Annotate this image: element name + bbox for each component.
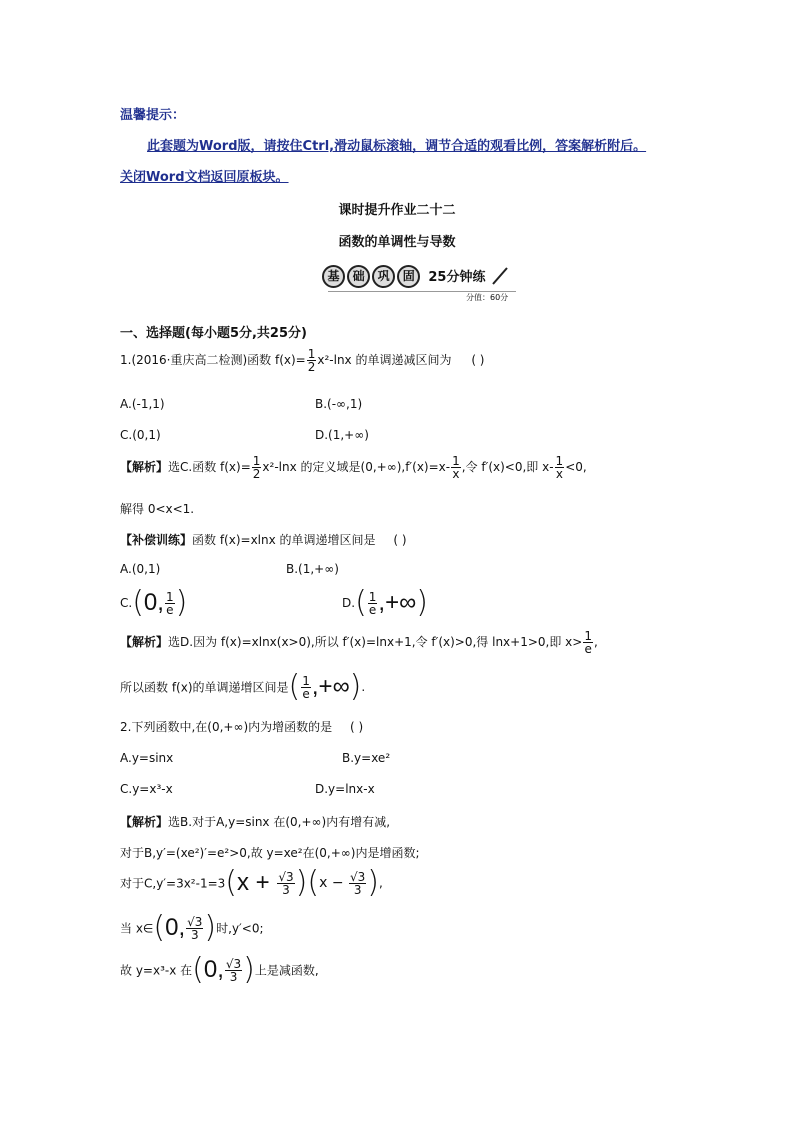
tip-line-1: 此套题为Word版，请按住Ctrl,滑动鼠标滚轴，调节合适的观看比例，答案解析附后。: [147, 139, 647, 154]
q1-solution-tag: 【解析】: [120, 460, 169, 474]
section-heading: 一、选择题(每小题5分,共25分): [120, 326, 307, 341]
q1-half-fraction: $\frac{1}{2}$: [307, 347, 316, 374]
q1-stem-pre: 1.(2016·重庆高二检测)函数 f(x)=: [120, 353, 306, 367]
q1-sol-inv-x-fraction-2: $\frac{1}{x}$: [555, 454, 564, 481]
banner-char-4: 固: [397, 265, 420, 288]
comp-blank: ( ): [393, 533, 407, 547]
q1-sol-inv-x-fraction: $\frac{1}{x}$: [452, 454, 460, 481]
q2-solution-line-4: 当 x∈(0, $\frac{√3}{3}$ )时,y′<0;: [120, 910, 264, 945]
comp-tag: 【补偿训练】: [120, 533, 193, 547]
comp-solution-line-2: 所以函数 f(x)的单调递增区间是( $\frac{1}{e}$ ,+∞).: [120, 669, 366, 704]
q1-option-d: D.(1,+∞): [315, 428, 369, 442]
q2-solution-line-2: 对于B,y′=(xe²)′=e²>0,故 y=xe²在(0,+∞)内是增函数;: [120, 846, 420, 860]
comp-option-a: A.(0,1): [120, 562, 161, 576]
q1-option-c: C.(0,1): [120, 428, 161, 442]
banner-char-3: 巩: [372, 265, 395, 288]
comp-option-d: D.( $\frac{1}{e}$ ,+∞): [342, 585, 428, 620]
q2-solution-line-5: 故 y=x³-x 在(0, $\frac{√3}{3}$ )上是减函数,: [120, 952, 319, 987]
q1-sol-half-fraction: $\frac{1}{2}$: [252, 454, 261, 481]
banner-char-2: 础: [347, 265, 370, 288]
comp-solution-tag: 【解析】: [120, 635, 169, 649]
q2-option-b: B.y=xe²: [342, 751, 391, 765]
question-1: [120, 348, 485, 373]
q2-option-a: A.y=sinx: [120, 751, 174, 765]
comp-solution: 【解析】选D.因为 f(x)=xlnx(x>0),所以 f′(x)=lnx+1,令 f′(x)>0,得 lnx+1>0,即 x> $\frac{1}{e}$ ,: [120, 629, 598, 656]
q2-option-c: C.y=x³-x: [120, 782, 173, 796]
tip-title: 温馨提示：: [120, 108, 186, 123]
q1-solution-line-2: 解得 0<x<1.: [120, 502, 195, 516]
q1-stem-post: x²-lnx 的单调递减区间为: [317, 353, 452, 367]
q2-blank: ( ): [349, 720, 364, 734]
tip-line-2: 关闭Word文档返回原板块。: [120, 170, 289, 185]
q1-option-b: B.(-∞,1): [315, 397, 363, 411]
banner-time: 25分钟练: [428, 270, 486, 285]
q2-solution-line-3: 对于C,y′=3x²-1=3(x + $\frac{√3}{3}$ )(x − $\frac{√3}{3}$ ),: [120, 865, 383, 900]
section-banner: [322, 265, 509, 288]
q2-option-d: D.y=lnx-x: [315, 782, 375, 796]
comp-option-c: C.(0, $\frac{1}{e}$ ): [120, 585, 188, 620]
pen-stroke-icon: [491, 266, 509, 286]
q2-solution-line-1: 【解析】选B.对于A,y=sinx 在(0,+∞)内有增有减,: [120, 815, 391, 829]
comp-sol-inv-e-fraction: $\frac{1}{e}$: [584, 629, 592, 656]
q1-option-a: A.(-1,1): [120, 397, 165, 411]
page-title: 课时提升作业二十二: [338, 203, 456, 218]
q1-blank: ( ): [471, 353, 485, 367]
comp-option-b: B.(1,+∞): [286, 562, 339, 576]
compensation-question: 【补偿训练】函数 f(x)=xlnx 的单调递增区间是 ( ): [120, 533, 407, 547]
q2-solution-tag: 【解析】: [120, 815, 169, 829]
page-subtitle: 函数的单调性与导数: [338, 235, 456, 250]
q1-solution: 【解析】选C.函数 f(x)= $\frac{1}{2}$ x²-lnx 的定义域是(0,+∞),f′(x)=x- $\frac{1}{x}$ ,令 f′(x)<0,即 x- $\frac{1}{x}$ <0,: [120, 454, 587, 481]
banner-char-1: 基: [322, 265, 345, 288]
question-2: 2.下列函数中,在(0,+∞)内为增函数的是 ( ): [120, 720, 364, 734]
banner-score: 分值：60分: [466, 293, 509, 302]
